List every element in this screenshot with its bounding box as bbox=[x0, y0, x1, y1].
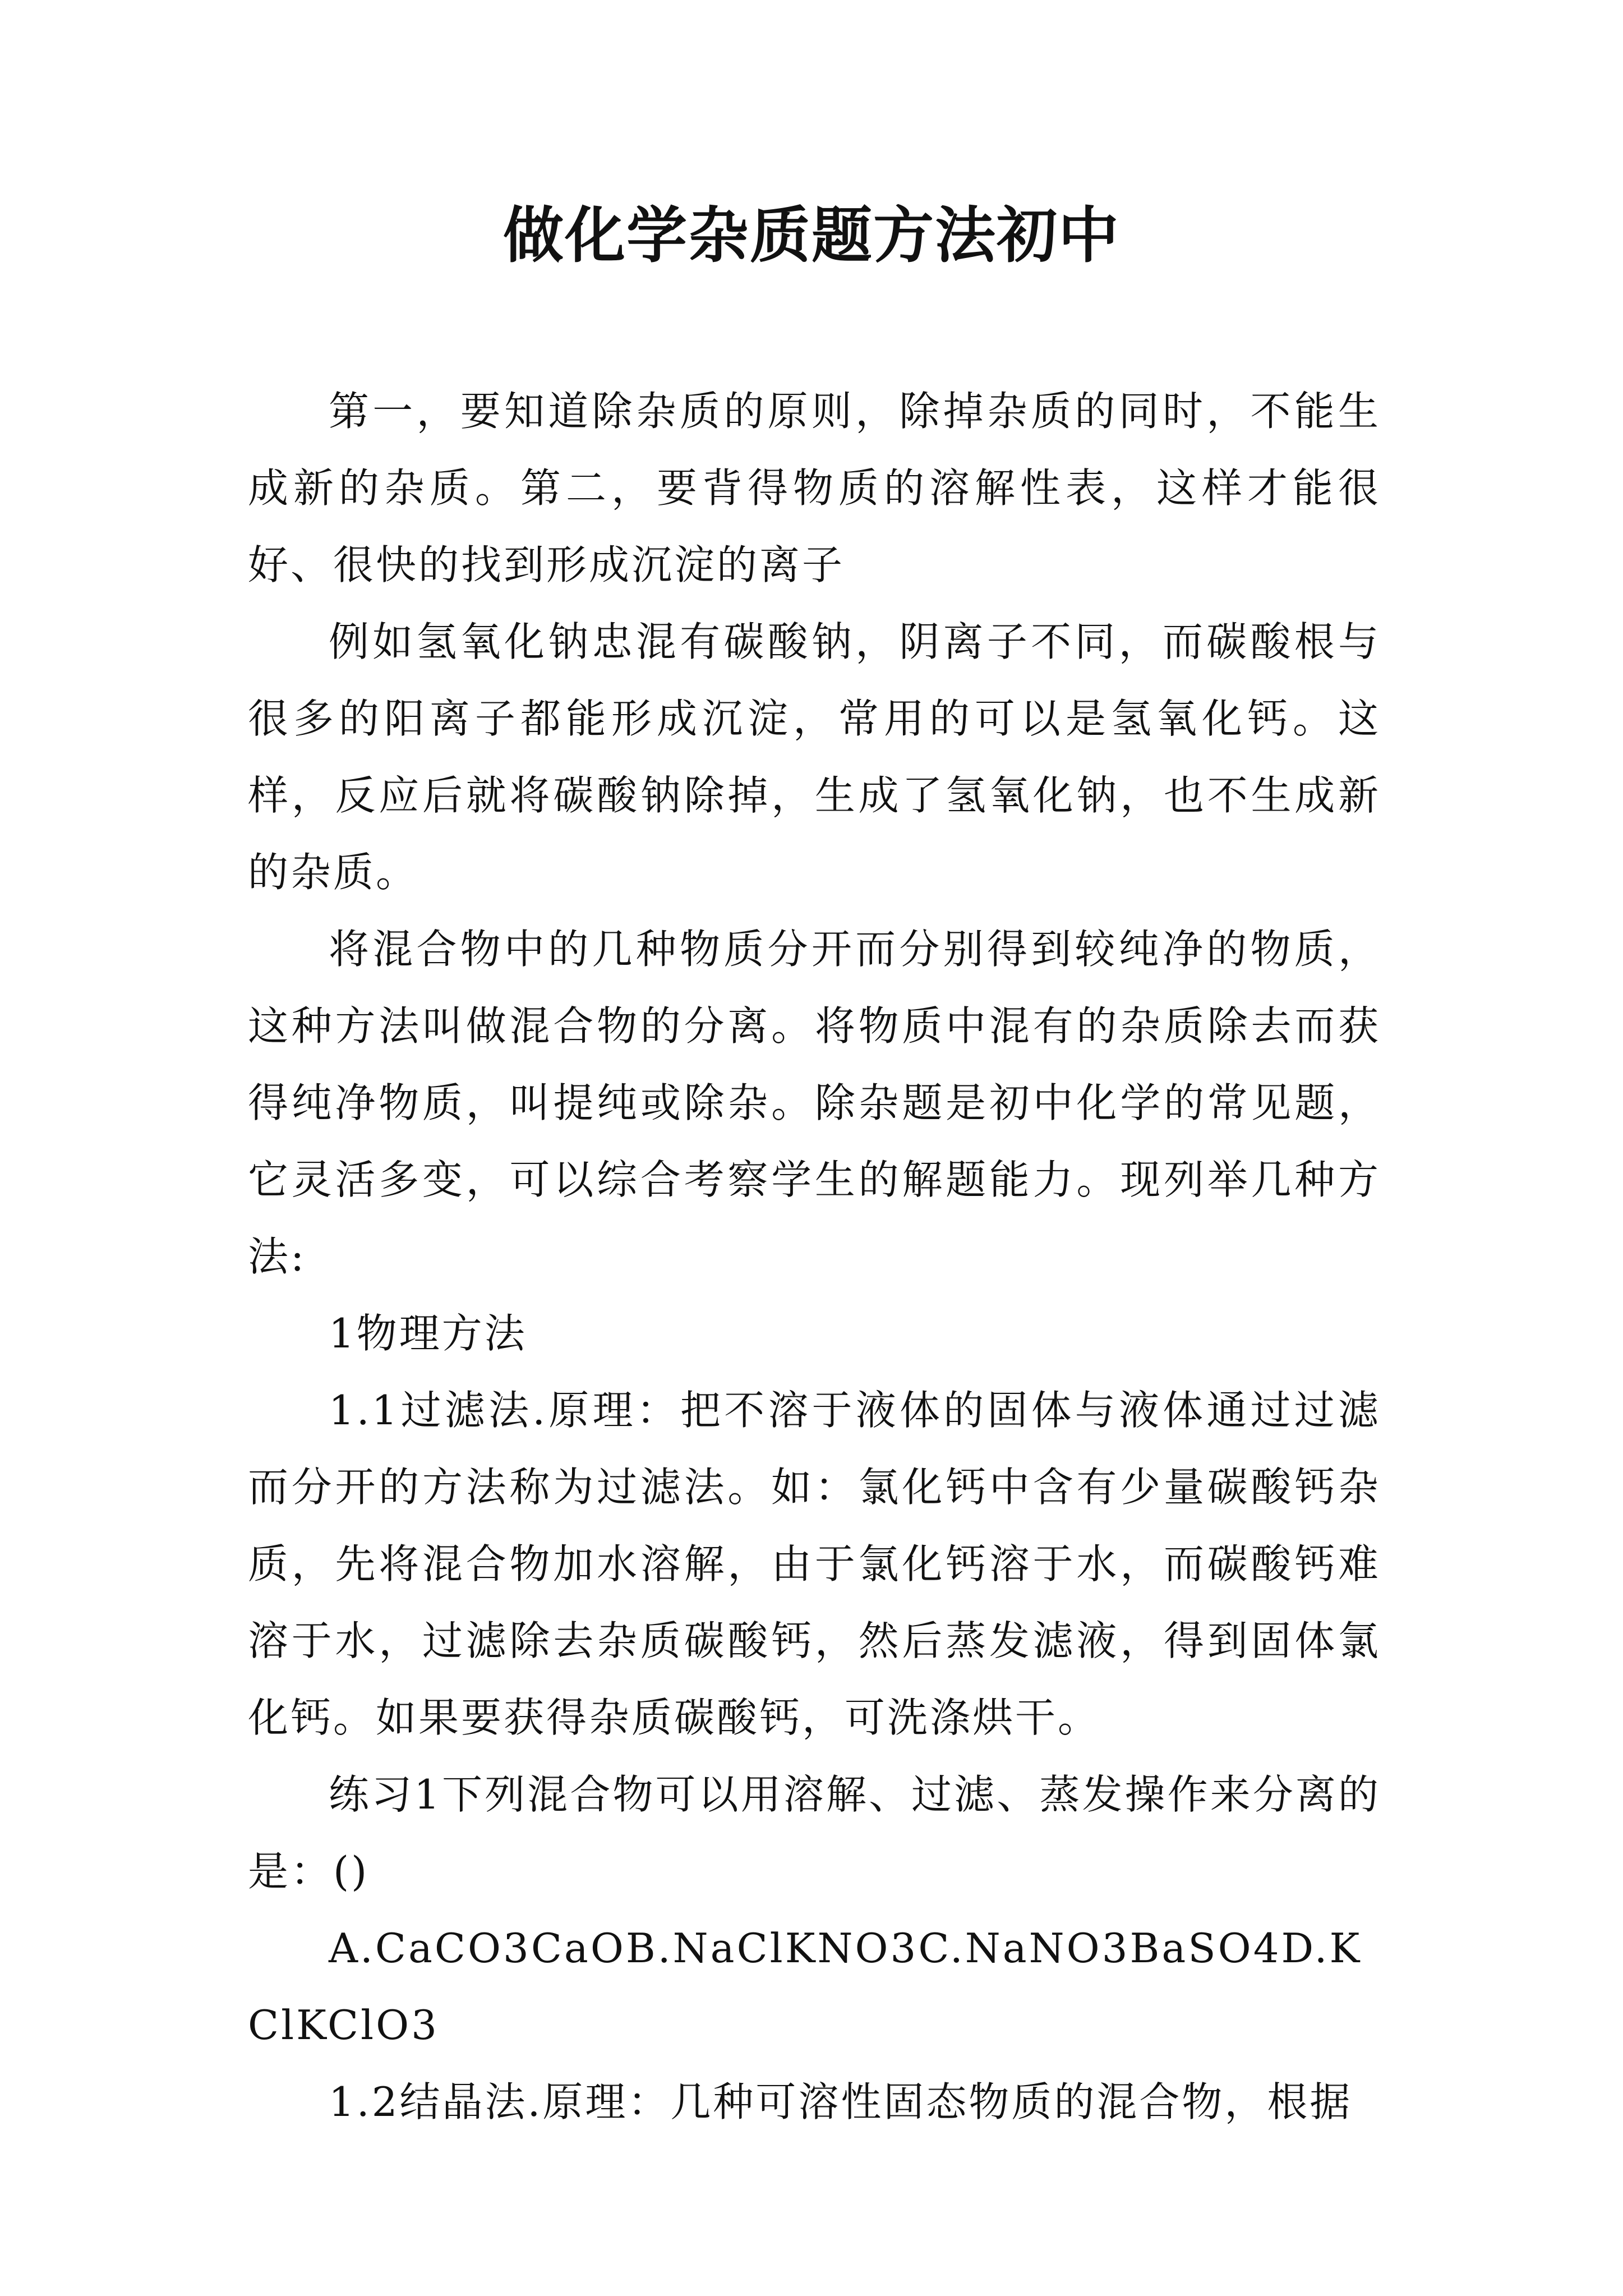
exercise-question: 练习1下列混合物可以用溶解、过滤、蒸发操作来分离的是：() bbox=[248, 1771, 1381, 1895]
paragraph: 将混合物中的几种物质分开而分别得到较纯净的物质，这种方法叫做混合物的分离。将物质中混有的杂质除去而获得纯净物质，叫提纯或除杂。除杂题是初中化学的常见题，它灵活多变，可以综合考察学生的解题能力。现列举几种方法: bbox=[248, 926, 1381, 1280]
exercise-options: A.CaCO3CaOB.NaClKNO3C.NaNO3BaSO4D.KClKClO3 bbox=[248, 1925, 1362, 2049]
paragraph: 第一，要知道除杂质的原则，除掉杂质的同时，不能生成新的杂质。第二，要背得物质的溶解性表，这样才能很好、很快的找到形成沉淀的离子 bbox=[248, 388, 1381, 588]
document-body bbox=[248, 373, 1381, 2141]
page-title: 做化学杂质题方法初中 bbox=[502, 200, 1120, 271]
paragraph: 1.2结晶法.原理：几种可溶性固态物质的混合物，根据 bbox=[329, 2078, 1353, 2125]
paragraph: 例如氢氧化钠忠混有碳酸钠，阴离子不同，而碳酸根与很多的阳离子都能形成沉淀，常用的可以是氢氧化钙。这样，反应后就将碳酸钠除掉，生成了氢氧化钠，也不生成新的杂质。 bbox=[248, 618, 1381, 896]
paragraph: 1.1过滤法.原理：把不溶于液体的固体与液体通过过滤而分开的方法称为过滤法。如：氯化钙中含有少量碳酸钙杂质，先将混合物加水溶解，由于氯化钙溶于水，而碳酸钙难溶于水，过滤除去杂质碳酸钙，然后蒸发滤液，得到固体氯化钙。如果要获得杂质碳酸钙，可洗涤烘干。 bbox=[248, 1387, 1381, 1741]
section-heading: 1物理方法 bbox=[329, 1310, 527, 1357]
